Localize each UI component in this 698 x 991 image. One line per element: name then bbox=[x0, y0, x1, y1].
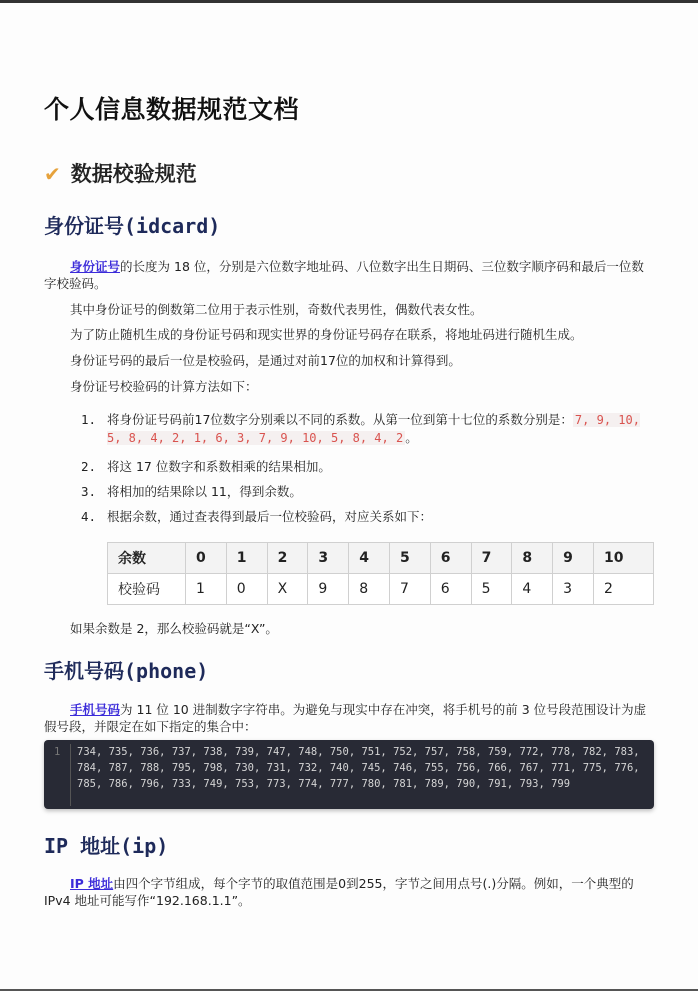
table-cell: X bbox=[267, 574, 308, 605]
table-header-cell: 9 bbox=[553, 543, 594, 574]
code-line-number: 1 bbox=[54, 746, 61, 758]
idcard-x-note: 如果余数是 2，那么校验码就是“X”。 bbox=[70, 621, 278, 636]
phone-prefix-list: 734, 735, 736, 737, 738, 739, 747, 748, 750, 751, 752, 757, 758, 759, 772, 778, 782, 783, 784, 787, 788, 795, 798, 730, 731, 732, 740, 745, 746, 755, 756, 766, 767, 771, 775, 776, 785, 786, 796, 733, 749, 753, 773, 774, 777, 780, 781, 789, 790, 791, 793, 799 bbox=[77, 746, 646, 790]
table-cell: 3 bbox=[553, 574, 594, 605]
table-header-cell: 1 bbox=[226, 543, 267, 574]
table-cell: 8 bbox=[349, 574, 390, 605]
page-title: 个人信息数据规范文档 bbox=[44, 95, 300, 124]
idcard-method-paragraph: 身份证号校验码的计算方法如下： bbox=[70, 379, 258, 394]
idcard-steps bbox=[81, 411, 647, 525]
check-icon: ✔ bbox=[44, 162, 61, 186]
step-text: 将相加的结果除以 11，得到余数。 bbox=[107, 484, 302, 499]
ip-intro-text: 由四个字节组成，每个字节的取值范围是0到255，字节之间用点号(.)分隔。例如，一个典型的 IPv4 地址可能写作“192.168.1.1”。 bbox=[44, 876, 634, 908]
checkdigit-table bbox=[107, 542, 654, 605]
section-title: 数据校验规范 bbox=[70, 162, 197, 186]
list-item bbox=[81, 458, 647, 475]
ip-intro bbox=[44, 875, 652, 909]
phone-keyword: 手机号码 bbox=[70, 702, 121, 717]
phone-intro-text: 为 11 位 10 进制数字字符串。为避免与现实中存在冲突，将手机号的前 3 位号段范围设计为虚假号段，并限定在如下指定的集合中： bbox=[44, 702, 647, 734]
step-number: 3. bbox=[81, 484, 97, 499]
table-header-cell: 3 bbox=[308, 543, 349, 574]
idcard-gender-paragraph: 其中身份证号的倒数第二位用于表示性别，奇数代表男性，偶数代表女性。 bbox=[70, 302, 483, 317]
table-header-cell: 2 bbox=[267, 543, 308, 574]
ip-heading: IP 地址(ip) bbox=[44, 834, 169, 858]
step-number: 2. bbox=[81, 459, 97, 474]
list-item bbox=[81, 483, 647, 500]
step-tail: 。 bbox=[405, 430, 418, 445]
list-item bbox=[81, 508, 647, 525]
table-row bbox=[108, 574, 654, 605]
idcard-keyword: 身份证号 bbox=[70, 259, 121, 274]
table-header-cell: 10 bbox=[593, 543, 653, 574]
phone-prefix-code-block bbox=[44, 740, 654, 809]
table-cell: 0 bbox=[226, 574, 267, 605]
table-cell: 9 bbox=[308, 574, 349, 605]
phone-heading: 手机号码(phone) bbox=[44, 659, 209, 683]
table-header-cell: 5 bbox=[389, 543, 430, 574]
ip-keyword: IP 地址 bbox=[70, 876, 114, 891]
idcard-heading: 身份证号(idcard) bbox=[44, 214, 221, 238]
table-header-cell: 0 bbox=[186, 543, 227, 574]
step-text: 将这 17 位数字和系数相乘的结果相加。 bbox=[107, 459, 331, 474]
table-header-cell: 4 bbox=[349, 543, 390, 574]
idcard-random-paragraph: 为了防止随机生成的身份证号码和现实世界的身份证号码存在联系，将地址码进行随机生成。 bbox=[70, 327, 583, 342]
table-header-row bbox=[108, 543, 654, 574]
table-cell: 1 bbox=[186, 574, 227, 605]
table-cell: 7 bbox=[389, 574, 430, 605]
idcard-intro bbox=[44, 258, 650, 292]
section-heading bbox=[44, 158, 197, 188]
code-gutter bbox=[70, 744, 71, 806]
idcard-intro-text: 的长度为 18 位，分别是六位数字地址码、八位数字出生日期码、三位数字顺序码和最后一位数字校验码。 bbox=[44, 259, 644, 291]
coefficients-code: 7, 9, 10, 5, 8, 4, 2, 1, 6, 3, 7, 9, 10, 5, 8, 4, 2 bbox=[107, 413, 640, 445]
table-header-cell: 余数 bbox=[108, 543, 186, 574]
phone-intro bbox=[44, 701, 650, 735]
table-cell: 校验码 bbox=[108, 574, 186, 605]
table-cell: 6 bbox=[430, 574, 471, 605]
table-header-cell: 7 bbox=[471, 543, 512, 574]
table-header-cell: 6 bbox=[430, 543, 471, 574]
list-item bbox=[81, 411, 647, 447]
table-cell: 2 bbox=[593, 574, 653, 605]
step-number: 4. bbox=[81, 509, 97, 524]
top-border bbox=[0, 0, 698, 3]
step-text: 将身份证号码前17位数字分别乘以不同的系数。从第一位到第十七位的系数分别是： bbox=[107, 412, 573, 427]
table-header-cell: 8 bbox=[512, 543, 553, 574]
step-number: 1. bbox=[81, 412, 97, 427]
table-cell: 5 bbox=[471, 574, 512, 605]
step-text: 根据余数，通过查表得到最后一位校验码，对应关系如下： bbox=[107, 509, 433, 524]
idcard-checkdigit-paragraph: 身份证号码的最后一位是校验码，是通过对前17位的加权和计算得到。 bbox=[70, 353, 461, 368]
table-cell: 4 bbox=[512, 574, 553, 605]
